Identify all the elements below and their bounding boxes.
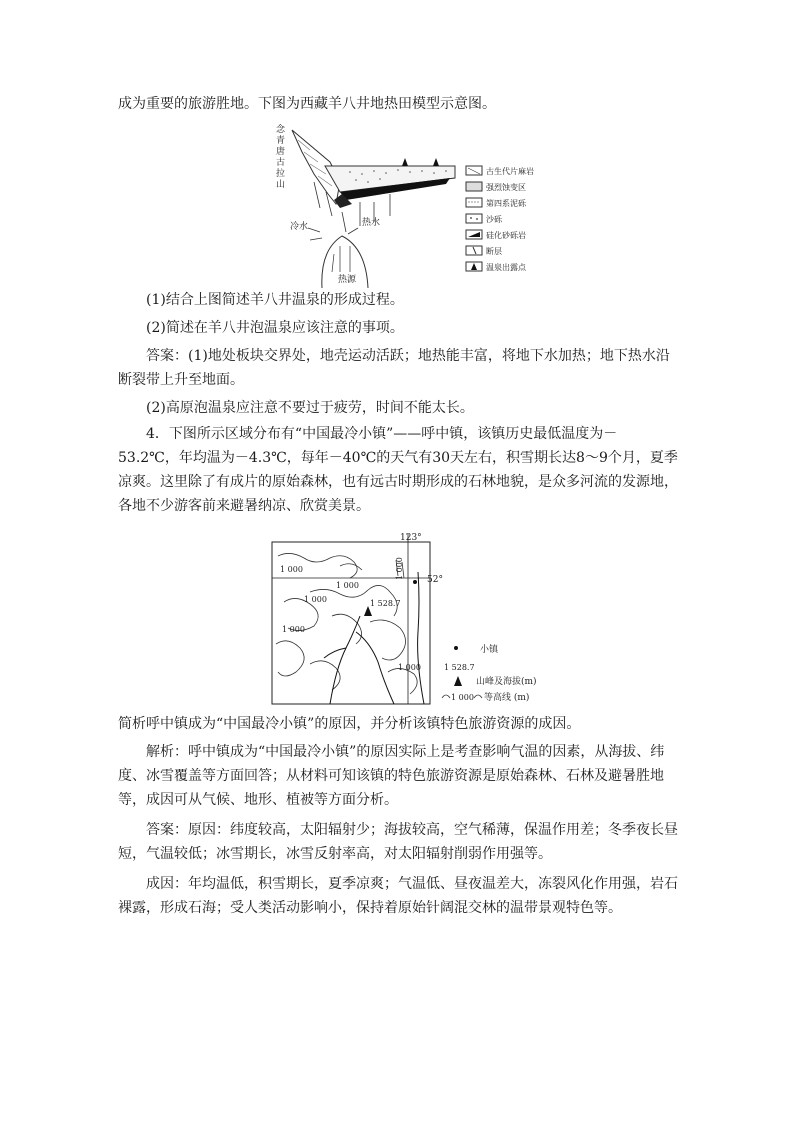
contour-label: 1 000 (282, 625, 305, 634)
contour-map-figure (270, 532, 570, 706)
legend-label: 古生代片麻岩 (486, 167, 534, 176)
mountain-char: 唐 (276, 147, 286, 157)
legend-contour-value: 1 000 (451, 693, 474, 702)
legend-town-label: 小镇 (480, 645, 499, 655)
contour-label: 1 000 (395, 557, 404, 580)
mountain-char: 念 (276, 125, 286, 135)
question-2: (2)简述在羊八井泡温泉应该注意的事项。 (146, 320, 404, 336)
question-1: (1)结合上图简述羊八井温泉的形成过程。 (146, 292, 404, 308)
contour-label: 1 000 (280, 565, 303, 574)
legend-label: 第四系泥砾 (486, 199, 526, 208)
answer-4-reason: 答案：原因：纬度较高，太阳辐射少；海拔较高，空气稀薄，保温作用差；冬季夜长昼短，气温较低；冰雪期长，冰雪反射率高，对太阳辐射削弱作用强等。 (118, 822, 678, 862)
town-marker (413, 580, 417, 584)
legend-contour-label: 等高线 (m) (484, 693, 530, 703)
cold-water-label: 冷水 (290, 222, 309, 232)
heat-source-label: 热源 (338, 275, 357, 285)
mountain-char: 山 (276, 180, 286, 190)
mountain-char: 青 (276, 136, 286, 146)
figure2-legend (442, 643, 537, 703)
answer-2: (2)高原泡温泉应注意不要过于疲劳，时间不能太长。 (146, 400, 474, 416)
mountain-char: 古 (276, 158, 286, 168)
geothermal-model-figure (270, 122, 560, 288)
analysis-text: 解析：呼中镇成为“中国最冷小镇”的原因实际上是考查影响气温的因素，从海拔、纬度、冰雪覆盖等方面回答；从材料可知该镇的特色旅游资源是原始森林、石林及避暑胜地等，成因可从气候、地形、植被等方面分析。 (118, 744, 665, 808)
hot-spring-icon (402, 158, 439, 166)
mountain-char: 拉 (276, 169, 286, 179)
contour-label: 1 000 (398, 663, 421, 672)
legend-peak-value: 1 528.7 (444, 663, 475, 672)
mountain-label (276, 123, 286, 190)
legend-label: 沙砾 (486, 215, 502, 224)
legend-peak-label: 山峰及海拔(m) (476, 677, 537, 687)
question-4: 4．下图所示区域分布有“中国最冷小镇”——呼中镇，该镇历史最低温度为－53.2℃，年均温为－4.3℃，每年－40℃的天气有30天左右，积雪期长达8～9个月，夏季凉爽。这里除了有成片的原始森林，也有远古时期形成的石林地貌，是众多河流的发源地，各地不少游客前来避暑纳凉、欣赏美景。 (118, 426, 678, 514)
contour-label: 1 000 (336, 581, 359, 590)
legend-label: 强烈蚀变区 (486, 183, 526, 192)
longitude-label: 123° (400, 533, 422, 543)
peak-label: 1 528.7 (370, 599, 401, 608)
legend-label: 硅化砂砾岩 (486, 231, 526, 240)
latitude-label: 52° (427, 575, 443, 585)
contour-label: 1 000 (304, 595, 327, 604)
legend-label: 温泉出露点 (486, 263, 526, 272)
legend-label: 断层 (486, 247, 502, 256)
hot-water-label: 热水 (362, 218, 381, 228)
question-4-ask: 简析呼中镇成为“中国最冷小镇”的原因，并分析该镇特色旅游资源的成因。 (118, 716, 581, 732)
figure1-legend (466, 166, 534, 272)
intro-text: 成为重要的旅游胜地。下图为西藏羊八井地热田模型示意图。 (118, 96, 496, 112)
answer-1: 答案：(1)地处板块交界处，地壳运动活跃；地热能丰富，将地下水加热；地下热水沿断裂带上升至地面。 (118, 348, 670, 388)
answer-4-cause: 成因：年均温低，积雪期长，夏季凉爽；气温低、昼夜温差大，冻裂风化作用强，岩石裸露，形成石海；受人类活动影响小，保持着原始针阔混交林的温带景观特色等。 (118, 876, 678, 916)
